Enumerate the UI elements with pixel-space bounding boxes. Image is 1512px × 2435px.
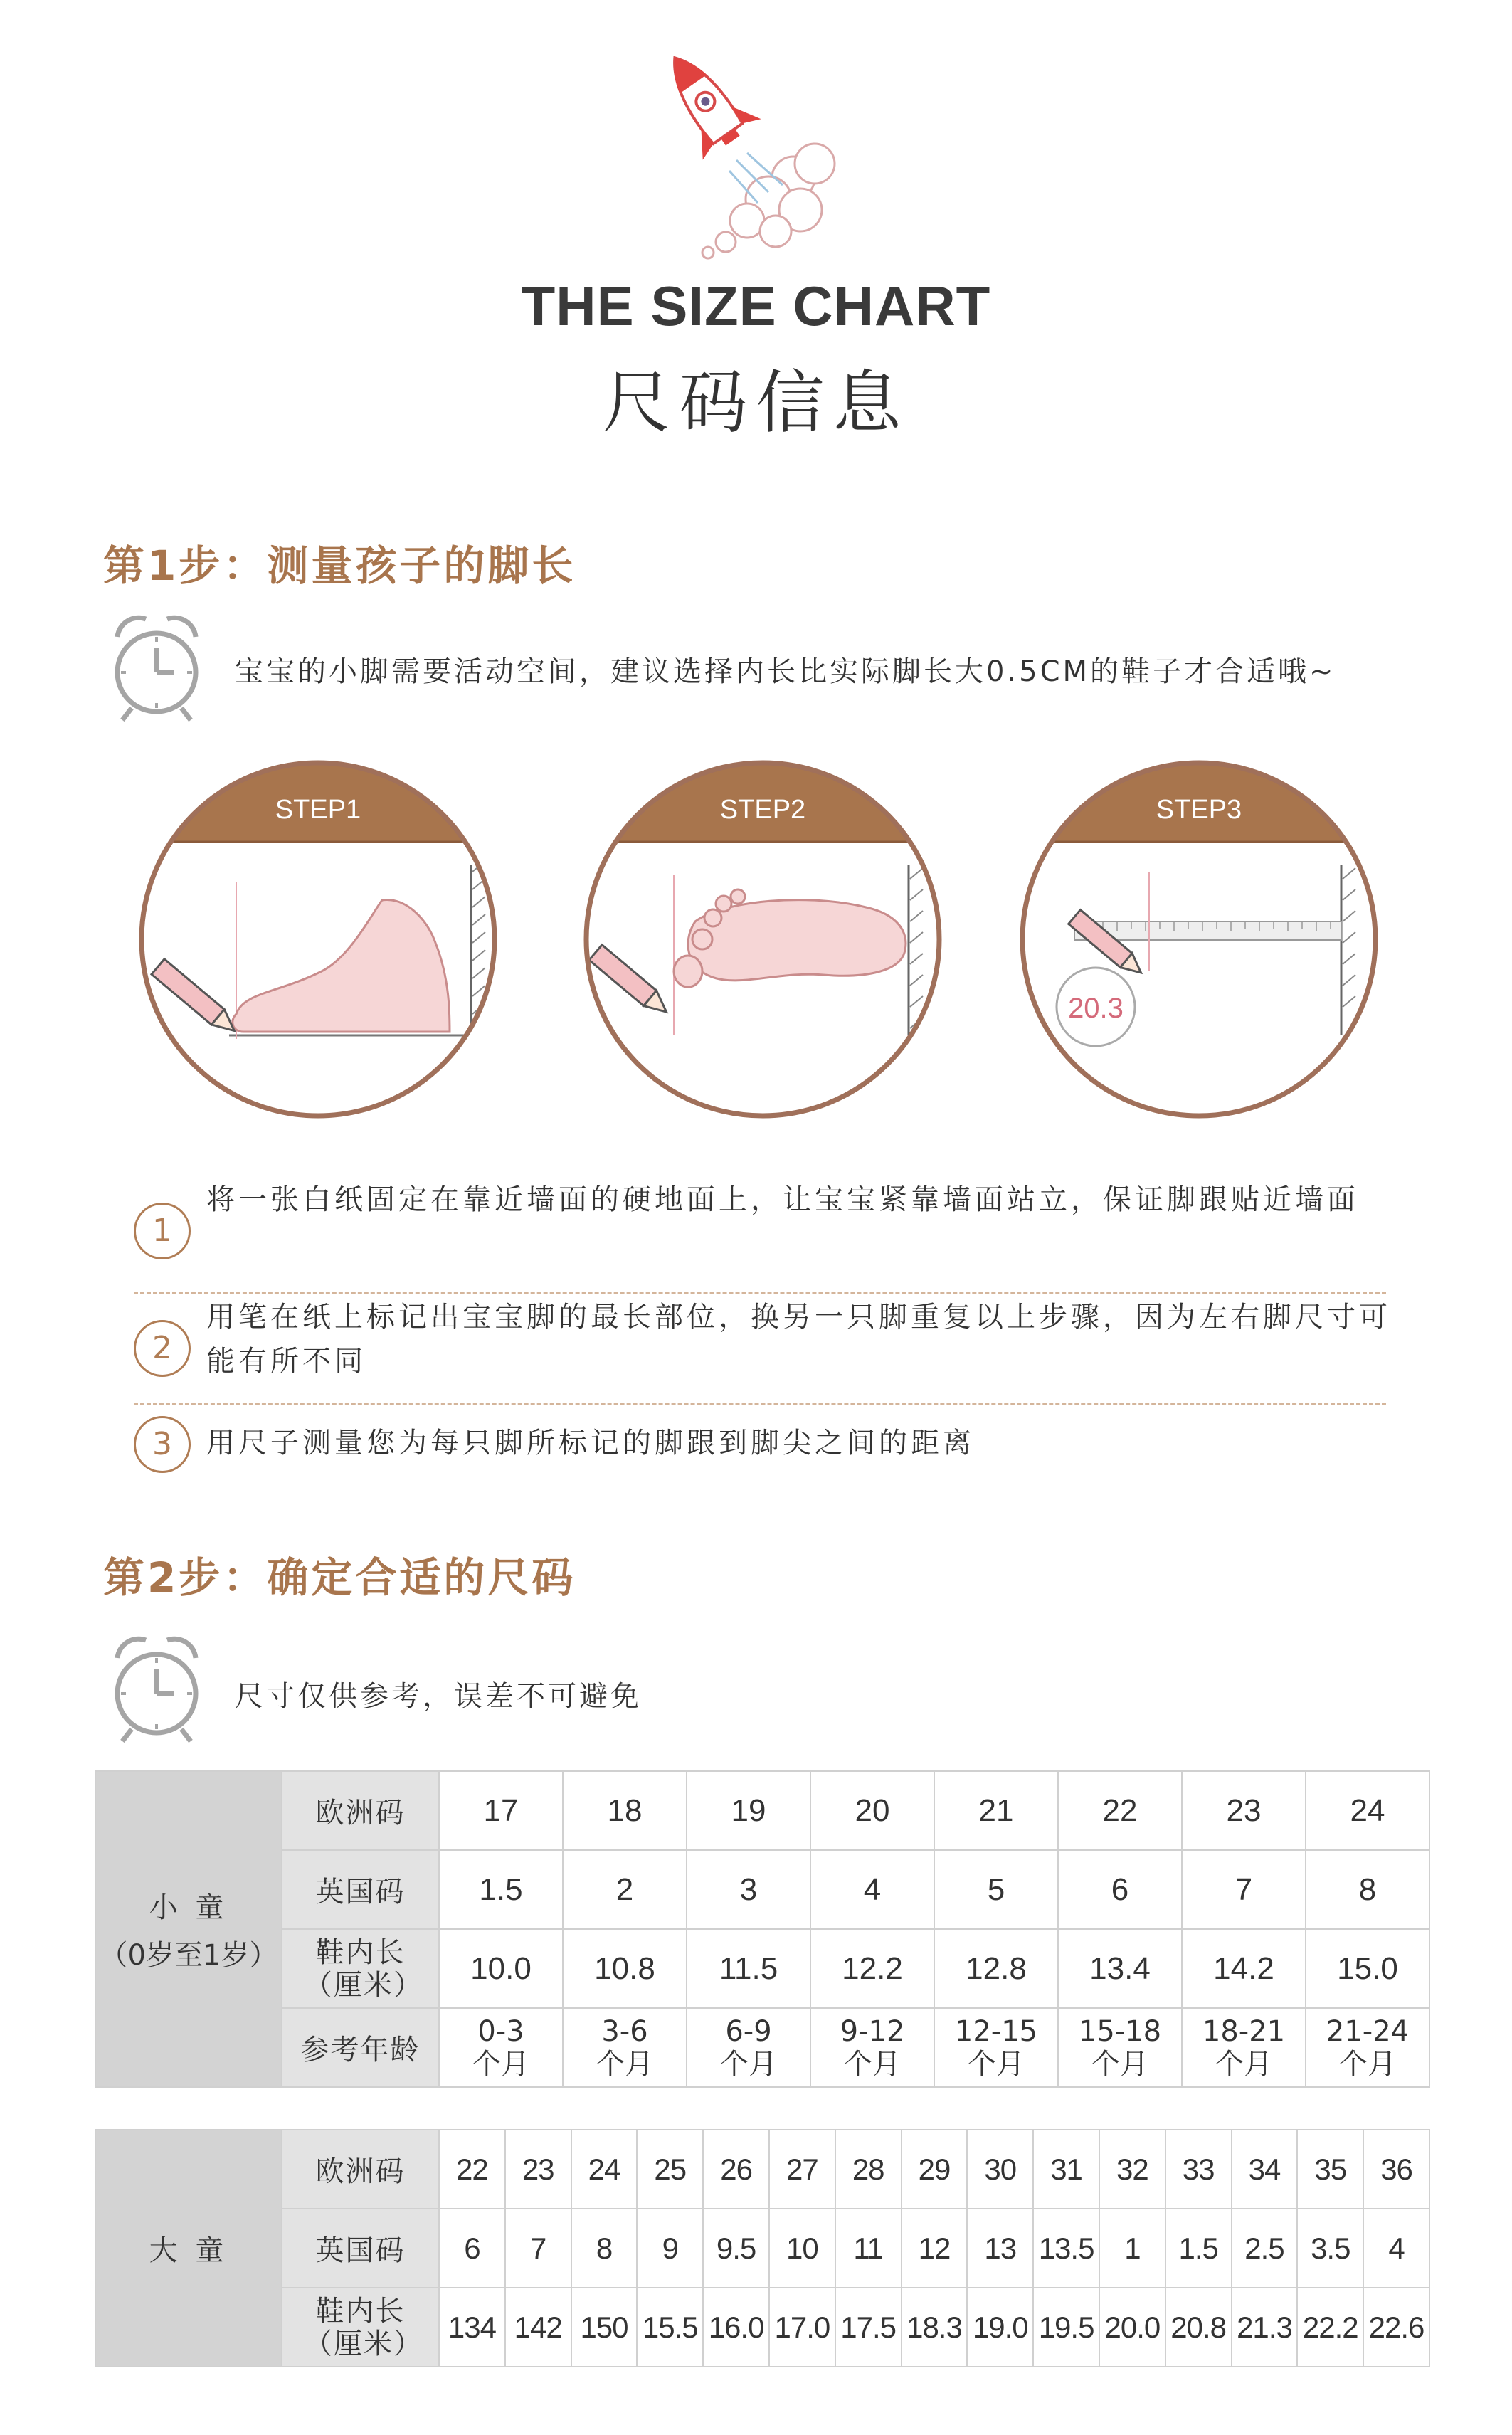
size-table-small [95,1770,1430,2088]
row-header-length: 鞋内长（厘米） [282,2288,439,2367]
table-cell: 27 [769,2130,835,2209]
divider [134,1292,1386,1294]
table-cell: 3-6个月 [563,2008,687,2087]
table-cell: 22 [1058,1771,1182,1850]
page-title-cn: 尺码信息 [602,363,910,443]
step2-tip: 尺寸仅供参考，误差不可避免 [235,1680,642,1713]
group-header-big: 大 童 [95,2130,282,2367]
table-cell: 24 [571,2130,638,2209]
table-cell: 1 [1099,2209,1165,2288]
instruction-1-text: 将一张白纸固定在靠近墙面的硬地面上，让宝宝紧靠墙面站立，保证脚跟贴近墙面 [206,1183,1359,1216]
table-cell: 19 [687,1771,810,1850]
table-cell: 142 [505,2288,571,2367]
row-header-length: 鞋内长（厘米） [282,1929,439,2008]
table-cell: 31 [1033,2130,1099,2209]
table-cell: 15-18个月 [1058,2008,1182,2087]
table-cell: 17.5 [835,2288,902,2367]
table-cell: 4 [810,1850,934,1929]
alarm-clock-icon [107,605,206,726]
row-header-uk: 英国码 [282,2209,439,2288]
group-header-small [95,1771,282,2087]
table-cell: 19.0 [967,2288,1033,2367]
table-cell: 34 [1232,2130,1298,2209]
row-header-uk: 英国码 [282,1850,439,1929]
group-subtitle: （0岁至1岁） [99,1939,278,1972]
table-cell: 30 [967,2130,1033,2209]
table-cell: 6 [1058,1850,1182,1929]
table-cell: 12 [902,2209,968,2288]
table-cell: 17 [439,1771,563,1850]
table-cell: 33 [1165,2130,1232,2209]
row-header-age: 参考年龄 [282,2008,439,2087]
instruction-3-number: 3 [134,1416,191,1473]
table-cell: 7 [1182,1850,1306,1929]
row-header-eu: 欧洲码 [282,1771,439,1850]
step2-title: 第2步：确定合适的尺码 [103,1553,576,1602]
table-cell: 1.5 [439,1850,563,1929]
table-cell: 21-24个月 [1306,2008,1429,2087]
table-cell: 20 [810,1771,934,1850]
table-cell: 8 [571,2209,638,2288]
table-cell: 8 [1306,1850,1429,1929]
table-cell: 19.5 [1033,2288,1099,2367]
table-cell: 6 [439,2209,505,2288]
alarm-clock-icon [107,1626,206,1747]
table-cell: 10 [769,2209,835,2288]
table-cell: 1.5 [1165,2209,1232,2288]
table-cell: 4 [1363,2209,1429,2288]
table-cell: 15.5 [637,2288,703,2367]
table-cell: 7 [505,2209,571,2288]
table-cell: 13 [967,2209,1033,2288]
group-title: 小 童 [149,1891,228,1924]
step2-illustration [581,758,944,1121]
table-cell: 2 [563,1850,687,1929]
table-cell: 32 [1099,2130,1165,2209]
table-cell: 20.8 [1165,2288,1232,2367]
step1-illustration [137,758,499,1121]
step1-title: 第1步：测量孩子的脚长 [103,542,576,590]
step3-label: STEP3 [1156,795,1242,825]
table-cell: 11.5 [687,1929,810,2008]
instruction-3-text: 用尺子测量您为每只脚所标记的脚跟到脚尖之间的距离 [206,1427,975,1459]
table-cell: 22 [439,2130,505,2209]
table-cell: 12.8 [934,1929,1058,2008]
table-cell: 26 [703,2130,769,2209]
table-cell: 0-3个月 [439,2008,563,2087]
row-header-eu: 欧洲码 [282,2130,439,2209]
table-cell: 14.2 [1182,1929,1306,2008]
rocket-icon [640,39,861,267]
table-cell: 6-9个月 [687,2008,810,2087]
table-cell: 10.0 [439,1929,563,2008]
table-cell: 23 [1182,1771,1306,1850]
step1-label: STEP1 [275,795,361,825]
step2-label: STEP2 [719,795,806,825]
table-cell: 150 [571,2288,638,2367]
table-cell: 9 [637,2209,703,2288]
table-cell: 12.2 [810,1929,934,2008]
table-cell: 16.0 [703,2288,769,2367]
divider [134,1403,1386,1405]
table-cell: 15.0 [1306,1929,1429,2008]
table-cell: 29 [902,2130,968,2209]
size-table-big [95,2129,1430,2367]
table-cell: 9-12个月 [810,2008,934,2087]
step1-tip: 宝宝的小脚需要活动空间，建议选择内长比实际脚长大0.5CM的鞋子才合适哦~ [235,655,1336,688]
table-cell: 25 [637,2130,703,2209]
table-cell: 10.8 [563,1929,687,2008]
table-cell: 20.0 [1099,2288,1165,2367]
table-cell: 11 [835,2209,902,2288]
table-cell: 24 [1306,1771,1429,1850]
instruction-2-number: 2 [134,1320,191,1377]
instruction-2-text: 用笔在纸上标记出宝宝脚的最长部位，换另一只脚重复以上步骤，因为左右脚尺寸可能有所不同 [206,1301,1391,1378]
table-cell: 3.5 [1297,2209,1363,2288]
table-cell: 2.5 [1232,2209,1298,2288]
table-cell: 22.6 [1363,2288,1429,2367]
table-cell: 12-15个月 [934,2008,1058,2087]
instruction-1-number: 1 [134,1203,191,1259]
table-cell: 134 [439,2288,505,2367]
table-cell: 17.0 [769,2288,835,2367]
step3-illustration [1017,758,1380,1121]
table-cell: 21 [934,1771,1058,1850]
table-cell: 9.5 [703,2209,769,2288]
table-cell: 22.2 [1297,2288,1363,2367]
table-cell: 35 [1297,2130,1363,2209]
table-cell: 13.5 [1033,2209,1099,2288]
table-cell: 36 [1363,2130,1429,2209]
measure-value: 20.3 [1068,993,1124,1024]
page-title-en: THE SIZE CHART [521,275,991,337]
table-cell: 13.4 [1058,1929,1182,2008]
table-cell: 21.3 [1232,2288,1298,2367]
table-cell: 18 [563,1771,687,1850]
table-cell: 18.3 [902,2288,968,2367]
table-cell: 5 [934,1850,1058,1929]
table-cell: 28 [835,2130,902,2209]
table-cell: 23 [505,2130,571,2209]
table-cell: 18-21个月 [1182,2008,1306,2087]
table-cell: 3 [687,1850,810,1929]
